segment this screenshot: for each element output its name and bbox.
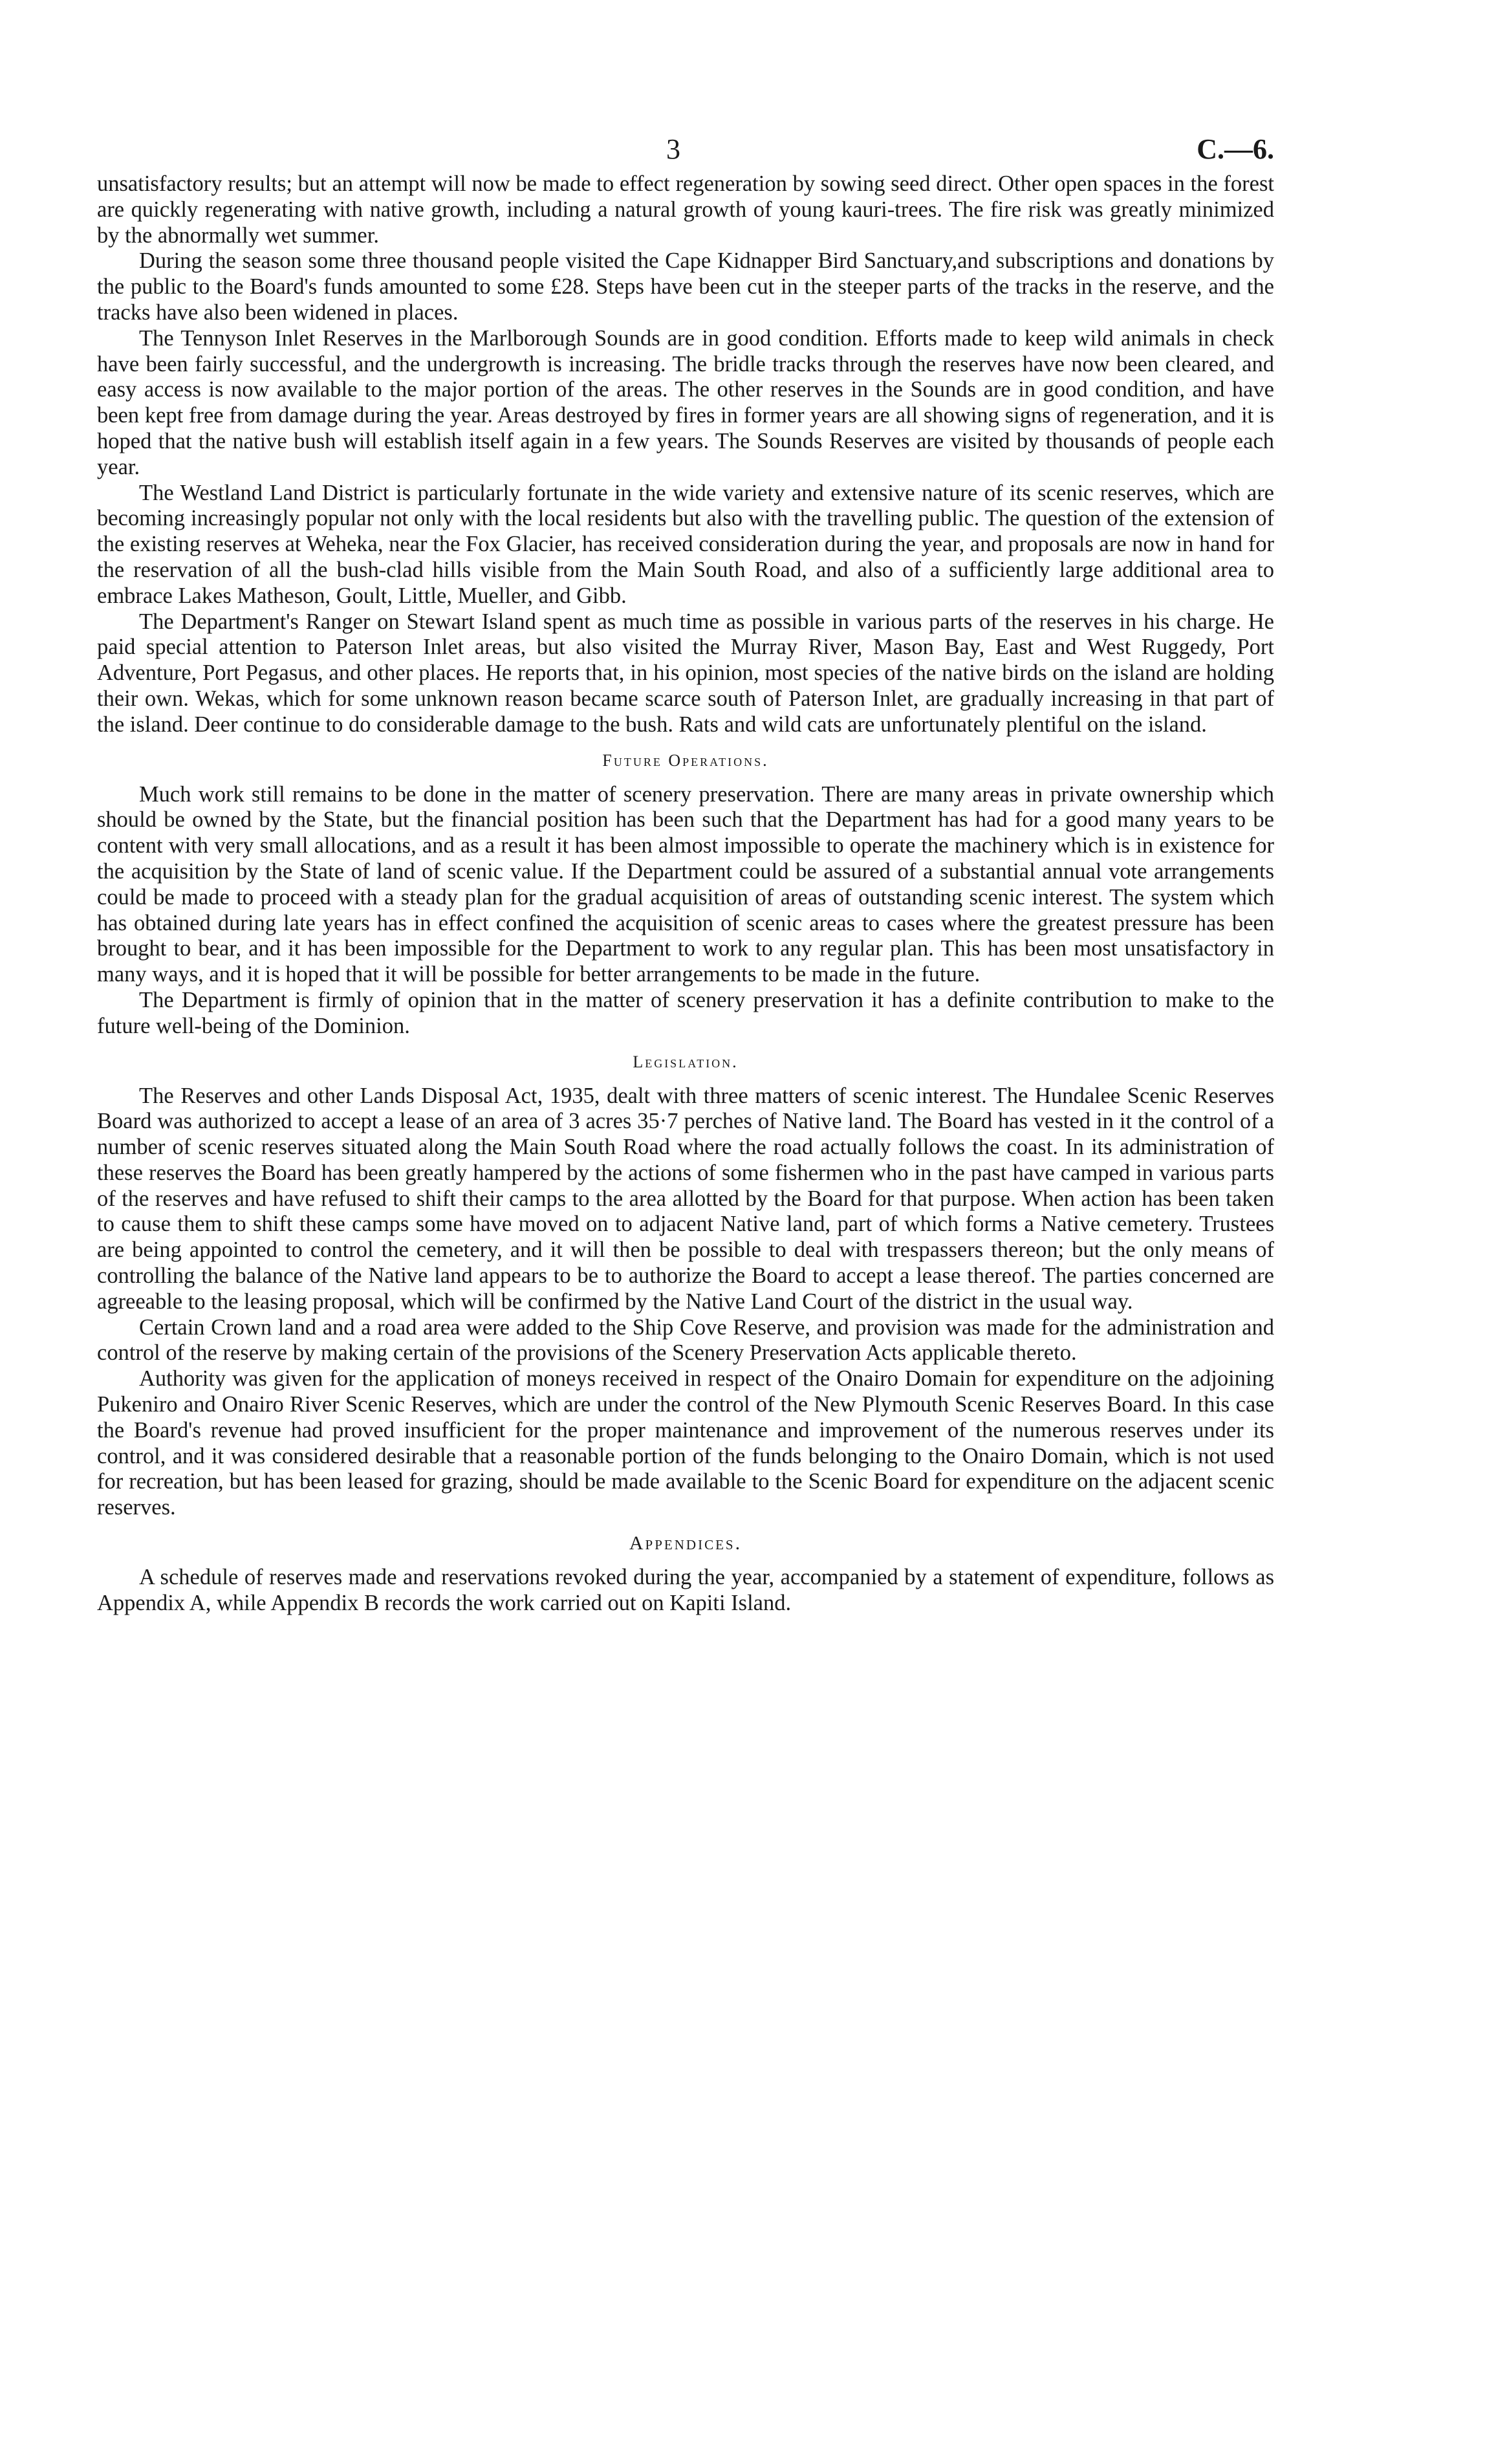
paragraph: Much work still remains to be done in the matter of scenery preservation. There are many areas in private ownership which should be owned by the State, but the financial position has been such that the Department has had for a good many years to be content with very small allocations, and as a result it has been almost impossible to operate the machinery which is in existence for the acquisition by the State of land of scenic value. If the Department could be assured of a substantial annual vote arrangements could be made to proceed with a steady plan for the gradual acquisition of areas of outstanding scenic interest. The system which has obtained during late years has in effect confined the acquisition of scenic areas to cases where the greatest pressure has been brought to bear, and it has been impossible for the Department to work to any regular plan. This has been most unsatisfactory in many ways, and it is hoped that it will be possible for better arrangements to be made in the future. (97, 781, 1274, 987)
paragraph: unsatisfactory results; but an attempt will now be made to effect regeneration by sowing seed direct. Other open spaces in the forest are quickly regenerating with native growth, including a natural growth of young kauri-trees. The fire risk was greatly minimized by the abnormally wet summer. (97, 171, 1274, 248)
paragraph: Certain Crown land and a road area were added to the Ship Cove Reserve, and provision was made for the administration and control of the reserve by making certain of the provisions of the Scenery Preservation Acts applicable thereto. (97, 1314, 1274, 1366)
page-number: 3 (666, 133, 680, 165)
section-legislation (97, 1084, 1274, 1521)
paragraph: During the season some three thousand people visited the Cape Kidnapper Bird Sanctuary,and subscriptions and donations by the public to the Board's funds amounted to some £28. Steps have been cut in the steeper parts of the tracks in the reserve, and the tracks have also been widened in places. (97, 248, 1274, 325)
paragraph: A schedule of reserves made and reservations revoked during the year, accompanied by a statement of expenditure, follows as Appendix A, while Appendix B records the work carried out on Kapiti Island. (97, 1565, 1274, 1615)
paragraph: The Department is firmly of opinion that in the matter of scenery preservation it has a definite contribution to make to the future well-being of the Dominion. (97, 987, 1274, 1038)
paragraph: The Westland Land District is particularly fortunate in the wide variety and extensive nature of its scenic reserves, which are becoming increasingly popular not only with the local residents but also with the travelling public. The question of the extension of the existing reserves at Weheka, near the Fox Glacier, has received consideration during the year, and proposals are now in hand for the reservation of all the bush-clad hills visible from the Main South Road, and also of a sufficiently large additional area to embrace Lakes Matheson, Goult, Little, Mueller, and Gibb. (97, 480, 1274, 608)
section-intro (97, 171, 1274, 738)
paragraph: The Tennyson Inlet Reserves in the Marlborough Sounds are in good condition. Efforts made to keep wild animals in check have been fairly successful, and the undergrowth is increasing. The bridle tracks through the reserves have now been cleared, and easy access is now available to the major portion of the areas. The other reserves in the Sounds are in good condition, and have been kept free from damage during the year. Areas destroyed by fires in former years are all showing signs of regeneration, and it is hoped that the native bush will establish itself again in a few years. The Sounds Reserves are visited by thousands of people each year. (97, 325, 1274, 479)
document-page (97, 126, 1274, 1617)
paragraph: The Reserves and other Lands Disposal Act, 1935, dealt with three matters of scenic interest. The Hundalee Scenic Reserves Board was authorized to accept a lease of an area of 3 acres 35·7 perches of Native land. The Board has vested in it the control of a number of scenic reserves situated along the Main South Road where the road actually follows the coast. In its administration of these reserves the Board has been greatly hampered by the actions of some fishermen who in the past have camped in various parts of the reserves and have refused to shift their camps to the area allotted by the Board for that purpose. When action has been taken to cause them to shift these camps some have moved on to adjacent Native land, part of which forms a Native cemetery. Trustees are being appointed to control the cemetery, and it will then be possible to deal with trespassers thereon; but the only means of controlling the balance of the Native land appears to be to authorize the Board to accept a lease thereof. The parties concerned are agreeable to the leasing proposal, which will be confirmed by the Native Land Court of the district in the usual way. (97, 1083, 1274, 1314)
section-heading-future-operations: Future Operations. (602, 750, 769, 770)
section-appendices (97, 1565, 1274, 1617)
section-future-operations (97, 782, 1274, 1040)
paragraph: Authority was given for the application of moneys received in respect of the Onairo Domain for expenditure on the adjoining Pukeniro and Onairo River Scenic Reserves, which are under the control of the New Plymouth Scenic Reserves Board. In this case the Board's revenue had proved insufficient for the proper maintenance and improvement of the numerous reserves under its control, and it was considered desirable that a reasonable portion of the funds belonging to the Onairo Domain, which is not used for recreation, but has been leased for grazing, should be made available to the Scenic Board for expenditure on the adjacent scenic reserves. (97, 1366, 1274, 1520)
section-heading-appendices: Appendices. (629, 1532, 742, 1554)
page-header (97, 126, 1274, 171)
paragraph: The Department's Ranger on Stewart Island spent as much time as possible in various parts of the reserves in his charge. He paid special attention to Paterson Inlet areas, but also visited the Murray River, Mason Bay, East and West Ruggedy, Port Adventure, Port Pegasus, and other places. He reports that, in his opinion, most species of the native birds on the island are holding their own. Wekas, which for some unknown reason became scarce south of Paterson Inlet, are gradually increasing in that part of the island. Deer continue to do considerable damage to the bush. Rats and wild cats are unfortunately plentiful on the island. (97, 609, 1274, 737)
section-heading-legislation: Legislation. (633, 1052, 739, 1071)
document-reference: C.—6. (1197, 133, 1274, 165)
